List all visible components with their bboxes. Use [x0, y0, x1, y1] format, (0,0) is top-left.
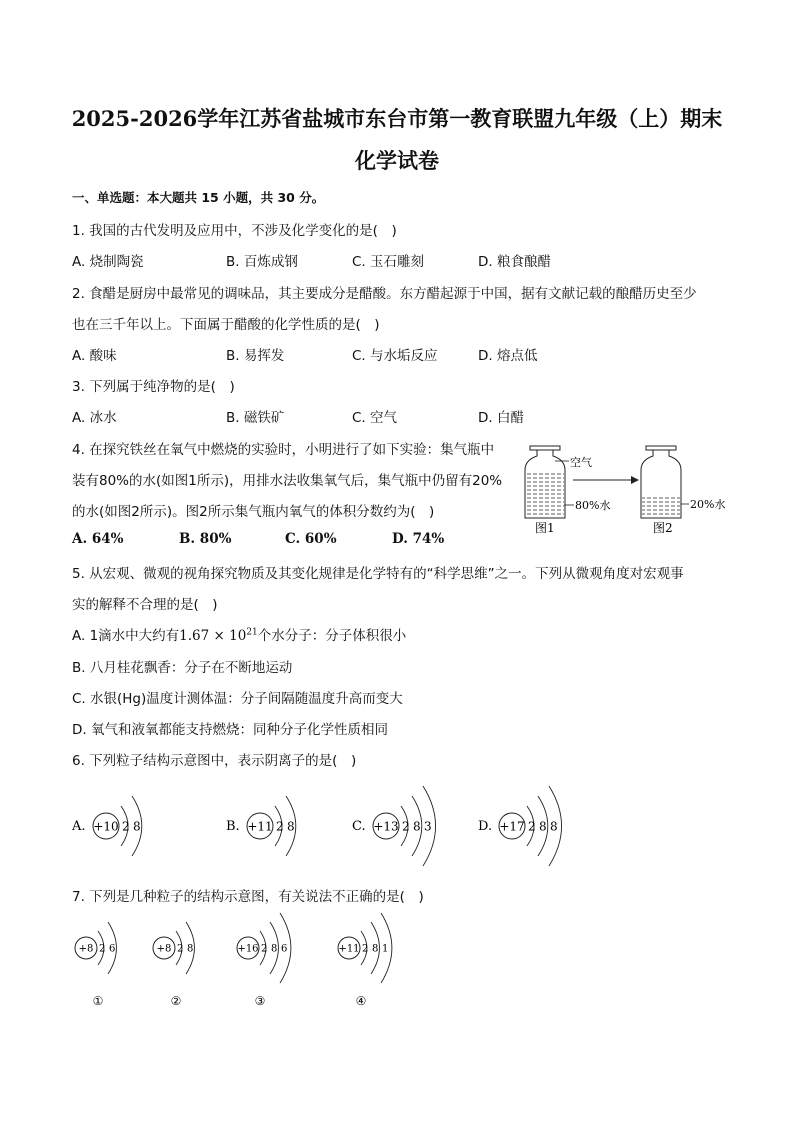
- q4-stem-line1: 4. 在探究铁丝在氧气中燃烧的实验时，小明进行了如下实验：集气瓶中: [72, 442, 495, 458]
- q1-option-b: B. 百炼成钢: [226, 254, 298, 270]
- q5-option-a-prefix: A. 1滴水中大约有: [72, 628, 180, 644]
- q7-particle-4-shell-2-electrons: 8: [372, 943, 379, 955]
- q7-particle-2-atom: [153, 922, 194, 974]
- q7-particle-3-shell-1-electrons: 2: [261, 943, 268, 955]
- q6-option-b-shell-1-electrons: 2: [276, 819, 284, 834]
- exam-title-line1: 2025-2026学年江苏省盐城市东台市第一教育联盟九年级（上）期末: [71, 106, 723, 131]
- q6-option-c-shell-3-electrons: 3: [424, 819, 432, 834]
- q7-particle-3-nucleus-charge: +16: [237, 943, 259, 955]
- q6-option-c-letter: C.: [352, 819, 366, 834]
- q6-option-a-atom: [93, 796, 142, 856]
- q2-option-c: C. 与水垢反应: [352, 348, 438, 364]
- q6-option-c-shell-1-electrons: 2: [402, 819, 410, 834]
- q7-particle-4-shell-1-electrons: 2: [362, 943, 369, 955]
- q5-option-a-exponent: 21: [246, 627, 258, 638]
- q4-stem-line2: 装有80%的水(如图1所示)，用排水法收集氧气后，集气瓶中仍留有20%: [72, 473, 503, 489]
- q3-stem: 3. 下列属于纯净物的是( ): [72, 379, 235, 395]
- section-header: 一、单选题：本大题共 15 小题，共 30 分。: [72, 190, 325, 205]
- q4-gas-jar-figure: [515, 440, 735, 538]
- q6-option-b-shell-2-electrons: 8: [287, 819, 295, 834]
- q7-particle-1-atom: [75, 922, 116, 974]
- q2-option-b: B. 易挥发: [226, 348, 285, 364]
- q6-option-a-nucleus-charge: +10: [93, 819, 119, 834]
- q6-option-b-atom: [247, 796, 296, 856]
- q6-option-d-atom: [499, 786, 562, 866]
- q6-option-a-shell-1-electrons: 2: [122, 819, 130, 834]
- gas-jar-2: [641, 446, 681, 518]
- caption-fig2: 图2: [653, 521, 673, 535]
- q6-stem: 6. 下列粒子结构示意图中，表示阴离子的是( ): [72, 753, 357, 769]
- q7-particle-1-nucleus-charge: +8: [78, 943, 94, 955]
- q6-atom-diagrams: [60, 778, 620, 873]
- q1-option-c: C. 玉石雕刻: [352, 254, 425, 270]
- q1-stem: 1. 我国的古代发明及应用中，不涉及化学变化的是( ): [72, 223, 397, 239]
- q1-option-d: D. 粮食酿醋: [478, 254, 551, 270]
- q2-stem-line2: 也在三千年以上。下面属于醋酸的化学性质的是( ): [72, 317, 380, 333]
- q6-option-b-letter: B.: [226, 819, 240, 834]
- q7-particle-1-shell-1-electrons: 2: [99, 943, 106, 955]
- q7-particle-3-atom: [237, 913, 291, 983]
- q7-particle-4-nucleus-charge: +11: [338, 943, 360, 955]
- q3-option-a: A. 冰水: [72, 410, 117, 426]
- exam-title-line2: 化学试卷: [355, 148, 439, 173]
- q7-particle-2-label: ②: [170, 994, 182, 1008]
- q4-option-a: A. 64%: [72, 531, 124, 547]
- q5-stem-line1: 5. 从宏观、微观的视角探究物质及其变化规律是化学特有的“科学思维”之一。下列从微观角度对宏观事: [72, 566, 684, 582]
- q6-option-c-shell-2-electrons: 8: [413, 819, 421, 834]
- q4-stem-line3: 的水(如图2所示)。图2所示集气瓶内氧气的体积分数约为( ): [72, 504, 435, 520]
- q5-stem-line2: 实的解释不合理的是( ): [72, 597, 218, 613]
- q2-option-a: A. 酸味: [72, 348, 117, 364]
- q6-option-a-letter: A.: [72, 819, 86, 834]
- q5-option-c: C. 水银(Hg)温度计测体温：分子间隔随温度升高而变大: [72, 691, 403, 707]
- q3-option-d: D. 白醋: [478, 410, 524, 426]
- label-water-80: 80%水: [575, 499, 611, 512]
- q7-particle-4-atom: [338, 913, 392, 983]
- q1-option-a: A. 烧制陶瓷: [72, 254, 144, 270]
- label-water-20: 20%水: [690, 498, 726, 511]
- q6-option-d-nucleus-charge: +17: [499, 819, 525, 834]
- q2-option-d: D. 熔点低: [478, 348, 538, 364]
- q4-option-d: D. 74%: [392, 531, 445, 547]
- q6-option-c-atom: [373, 786, 436, 866]
- q7-particle-1-shell-2-electrons: 6: [109, 943, 116, 955]
- q7-particle-4-label: ④: [355, 994, 367, 1008]
- q6-option-a-shell-2-electrons: 8: [133, 819, 141, 834]
- q7-particle-3-shell-2-electrons: 8: [271, 943, 278, 955]
- label-air: 空气: [570, 456, 592, 469]
- q7-particle-1-label: ①: [92, 994, 104, 1008]
- q7-particle-2-nucleus-charge: +8: [156, 943, 172, 955]
- q7-particle-3-shell-3-electrons: 6: [281, 943, 288, 955]
- q4-option-b: B. 80%: [179, 531, 232, 547]
- q7-atom-diagrams: [60, 908, 440, 1013]
- q6-option-d-shell-3-electrons: 8: [550, 819, 558, 834]
- q6-option-b-nucleus-charge: +11: [247, 819, 273, 834]
- q4-option-c: C. 60%: [285, 531, 337, 547]
- q3-option-c: C. 空气: [352, 410, 398, 426]
- q5-option-a: [72, 624, 406, 644]
- q5-option-a-number: 1.67 × 10: [179, 628, 247, 644]
- gas-jar-1: [525, 446, 565, 518]
- q7-stem: 7. 下列是几种粒子的结构示意图，有关说法不正确的是( ): [72, 889, 424, 905]
- q5-option-d: D. 氧气和液氧都能支持燃烧：同种分子化学性质相同: [72, 722, 388, 738]
- q6-option-c-nucleus-charge: +13: [373, 819, 399, 834]
- q7-particle-4-shell-3-electrons: 1: [382, 943, 389, 955]
- q6-option-d-shell-2-electrons: 8: [539, 819, 547, 834]
- q7-particle-2-shell-2-electrons: 8: [187, 943, 194, 955]
- q5-option-a-suffix: 个水分子：分子体积很小: [257, 628, 407, 644]
- q2-stem-line1: 2. 食醋是厨房中最常见的调味品，其主要成分是醋酸。东方醋起源于中国，据有文献记载的酿醋历史至少: [72, 286, 697, 302]
- q7-particle-2-shell-1-electrons: 2: [177, 943, 184, 955]
- q6-option-d-letter: D.: [478, 819, 493, 834]
- q5-option-b: B. 八月桂花飘香：分子在不断地运动: [72, 660, 293, 676]
- q3-option-b: B. 磁铁矿: [226, 410, 285, 426]
- q6-option-d-shell-1-electrons: 2: [528, 819, 536, 834]
- caption-fig1: 图1: [535, 521, 555, 535]
- q7-particle-3-label: ③: [254, 994, 266, 1008]
